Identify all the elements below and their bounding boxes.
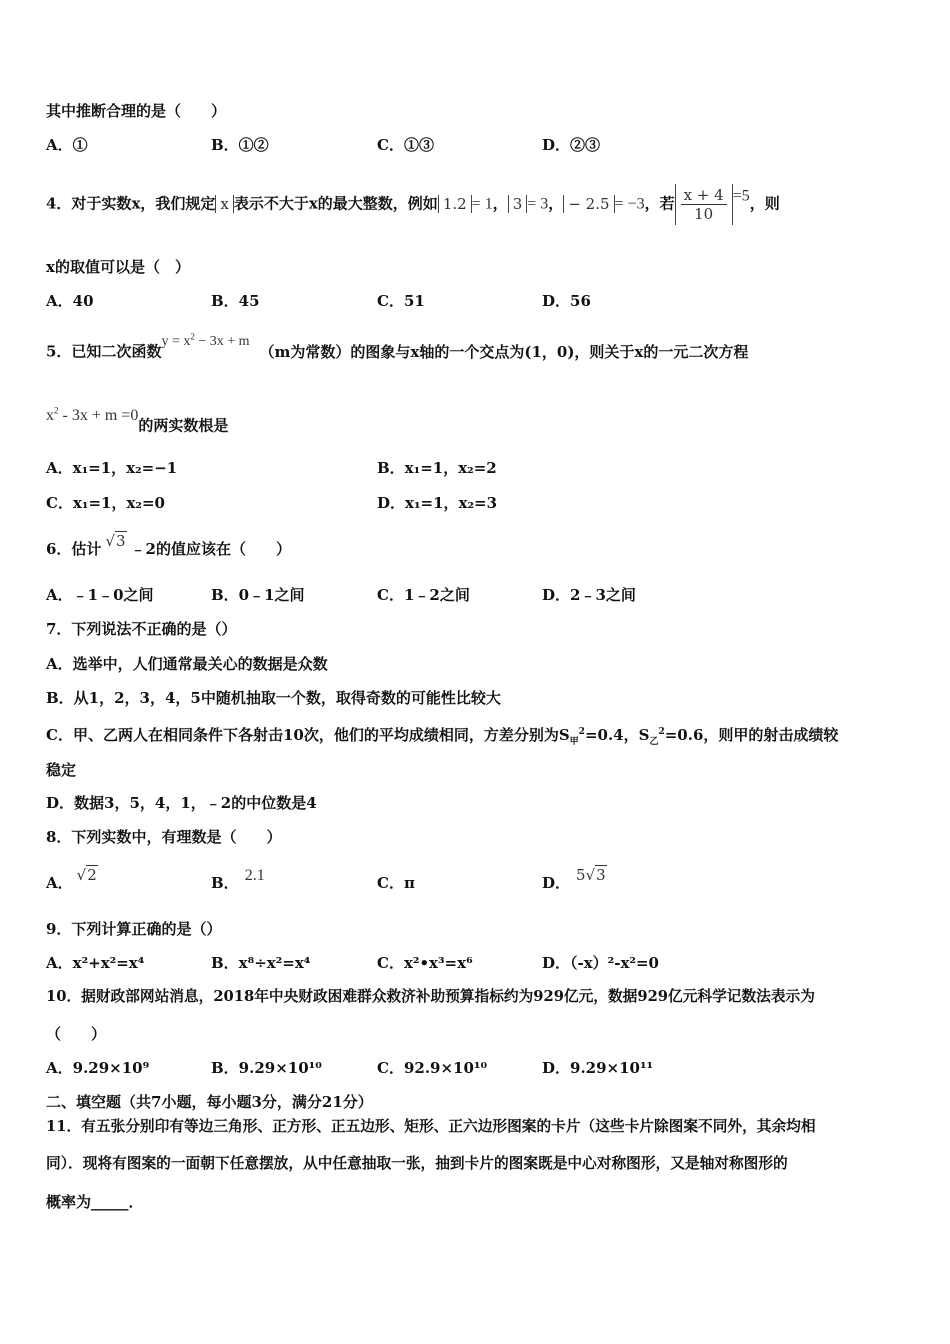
q10-option-b: B．9.29×10¹⁰ <box>211 1059 322 1077</box>
q10-option-c: C．92.9×10¹⁰ <box>377 1059 488 1077</box>
q7-option-a: A．选举中，人们通常最关心的数据是众数 <box>46 655 328 673</box>
q5-eq-suffix: 的两实数根是 <box>138 416 229 435</box>
q11-line3: 概率为_____． <box>46 1193 144 1211</box>
intro-text: 其中推断合理的是（ ） <box>46 102 227 120</box>
q4-if: ，若 <box>644 194 675 213</box>
q8-stem: 8．下列实数中，有理数是（ ） <box>46 828 282 846</box>
q4-ex3-out: = −3 <box>614 195 645 213</box>
q5-option-c: C．x₁=1，x₂=0 <box>46 494 165 512</box>
q4-option-a: A．40 <box>46 292 94 310</box>
q5-suffix: （m为常数）的图象与x轴的一个交点为(1，0)，则关于x的一元二次方程 <box>259 342 749 361</box>
q10-option-a: A．9.29×10⁹ <box>46 1059 150 1077</box>
q6-stem <box>46 532 291 559</box>
q7-option-d: D．数据3，5，4，1，﹣2的中位数是4 <box>46 794 317 812</box>
q9-stem: 9．下列计算正确的是（） <box>46 920 222 938</box>
q4-then: ，则 <box>749 194 780 213</box>
q10-option-d: D．9.29×10¹¹ <box>542 1059 654 1077</box>
q4-ex1-in: 1.2 <box>438 195 472 213</box>
q4-ex2-in: 3 <box>508 195 528 213</box>
q6-prefix: 6．估计 <box>46 540 102 558</box>
q4-frac-num: x + 4 <box>681 186 727 205</box>
intro-option-a: A．① <box>46 136 88 154</box>
q4-option-c: C．51 <box>377 292 425 310</box>
q9-option-a: A．x²+x²=x⁴ <box>46 954 145 972</box>
q6-option-c: C．1﹣2之间 <box>377 586 470 604</box>
q4-mid: 表示不大于x的最大整数，例如 <box>233 194 438 213</box>
q5-prefix: 5．已知二次函数 <box>46 342 162 361</box>
intro-option-d: D．②③ <box>542 136 601 154</box>
q4-option-b: B．45 <box>211 292 260 310</box>
q5-func: $y = x^2 - 3x + m$ <box>161 331 250 349</box>
q7-option-c-line2: 稳定 <box>46 761 77 779</box>
q5-line2 <box>46 406 229 436</box>
intro-option-b: B．①② <box>211 136 269 154</box>
q4-floor-frac <box>675 184 733 225</box>
q9-option-d: D．（-x）²-x²=0 <box>542 954 659 972</box>
q6-sqrt: √3 <box>105 532 126 550</box>
q8-option-d: D． 5√3 <box>542 866 606 892</box>
q7-option-b: B．从1，2，3，4，5中随机抽取一个数，取得奇数的可能性比较大 <box>46 689 501 707</box>
q4-line2: x的取值可以是（ ） <box>46 258 190 276</box>
q9-option-b: B．x⁸÷x²=x⁴ <box>211 954 311 972</box>
q6-option-a: A．﹣1﹣0之间 <box>46 586 154 604</box>
q5-option-b: B．x₁=1，x₂=2 <box>377 459 497 477</box>
q4-ex1-out: = 1 <box>471 195 493 213</box>
q6-option-b: B．0﹣1之间 <box>211 586 305 604</box>
q7-option-c: C．甲、乙两人在相同条件下各射击10次，他们的平均成绩相同，方差分别为$S_甲^2=0.4$，$S_乙^2=0.6$，则甲的射击成绩较 <box>46 726 839 747</box>
q4-prefix: 4．对于实数x，我们规定 <box>46 194 216 213</box>
q8-option-c: C．π <box>377 874 415 892</box>
q8-option-b: B． 2.1 <box>211 867 265 892</box>
q5-option-d: D．x₁=1，x₂=3 <box>377 494 498 512</box>
q7-stem: 7．下列说法不正确的是（） <box>46 620 237 638</box>
q4-eq5: =5 <box>732 187 750 205</box>
section2-title: 二、填空题（共7小题，每小题3分，满分21分） <box>46 1093 373 1111</box>
q4-frac-den: 10 <box>694 205 714 223</box>
q5-stem <box>46 331 749 364</box>
q8-option-a: A． √2 <box>46 866 97 892</box>
q4-option-d: D．56 <box>542 292 591 310</box>
q6-option-d: D．2﹣3之间 <box>542 586 636 604</box>
intro-option-c: C．①③ <box>377 136 434 154</box>
q4-stem: 4．对于实数x，我们规定 x 表示不大于x的最大整数，例如 1.2 = 1， 3 = 3， − 2.5 = −3，若 $\frac{x + 4}{10}$ =5，则 <box>46 186 780 223</box>
q9-option-c: C．x²•x³=x⁶ <box>377 954 473 972</box>
q4-ex2-out: = 3 <box>527 195 549 213</box>
q11-line1: 11．有五张分别印有等边三角形、正方形、正五边形、矩形、正六边形图案的卡片（这些卡片除图案不同外，其余均相 <box>46 1118 816 1135</box>
q5-equation: $x^2 - 3x + m =0$ <box>46 406 139 425</box>
q5-option-a: A．x₁=1，x₂=−1 <box>46 459 178 477</box>
q11-line2: 同）．现将有图案的一面朝下任意摆放，从中任意抽取一张，抽到卡片的图案既是中心对称图形，又是轴对称图形的 <box>46 1155 788 1172</box>
q4-ex3-in: − 2.5 <box>563 195 614 213</box>
q4-floor-x: x <box>215 195 233 213</box>
q6-suffix: ﹣2的值应该在（ ） <box>130 540 291 558</box>
q10-stem: 10．据财政部网站消息，2018年中央财政困难群众救济补助预算指标约为929亿元，数据929亿元科学记数法表示为 <box>46 988 815 1005</box>
q10-paren: （ ） <box>46 1025 107 1043</box>
